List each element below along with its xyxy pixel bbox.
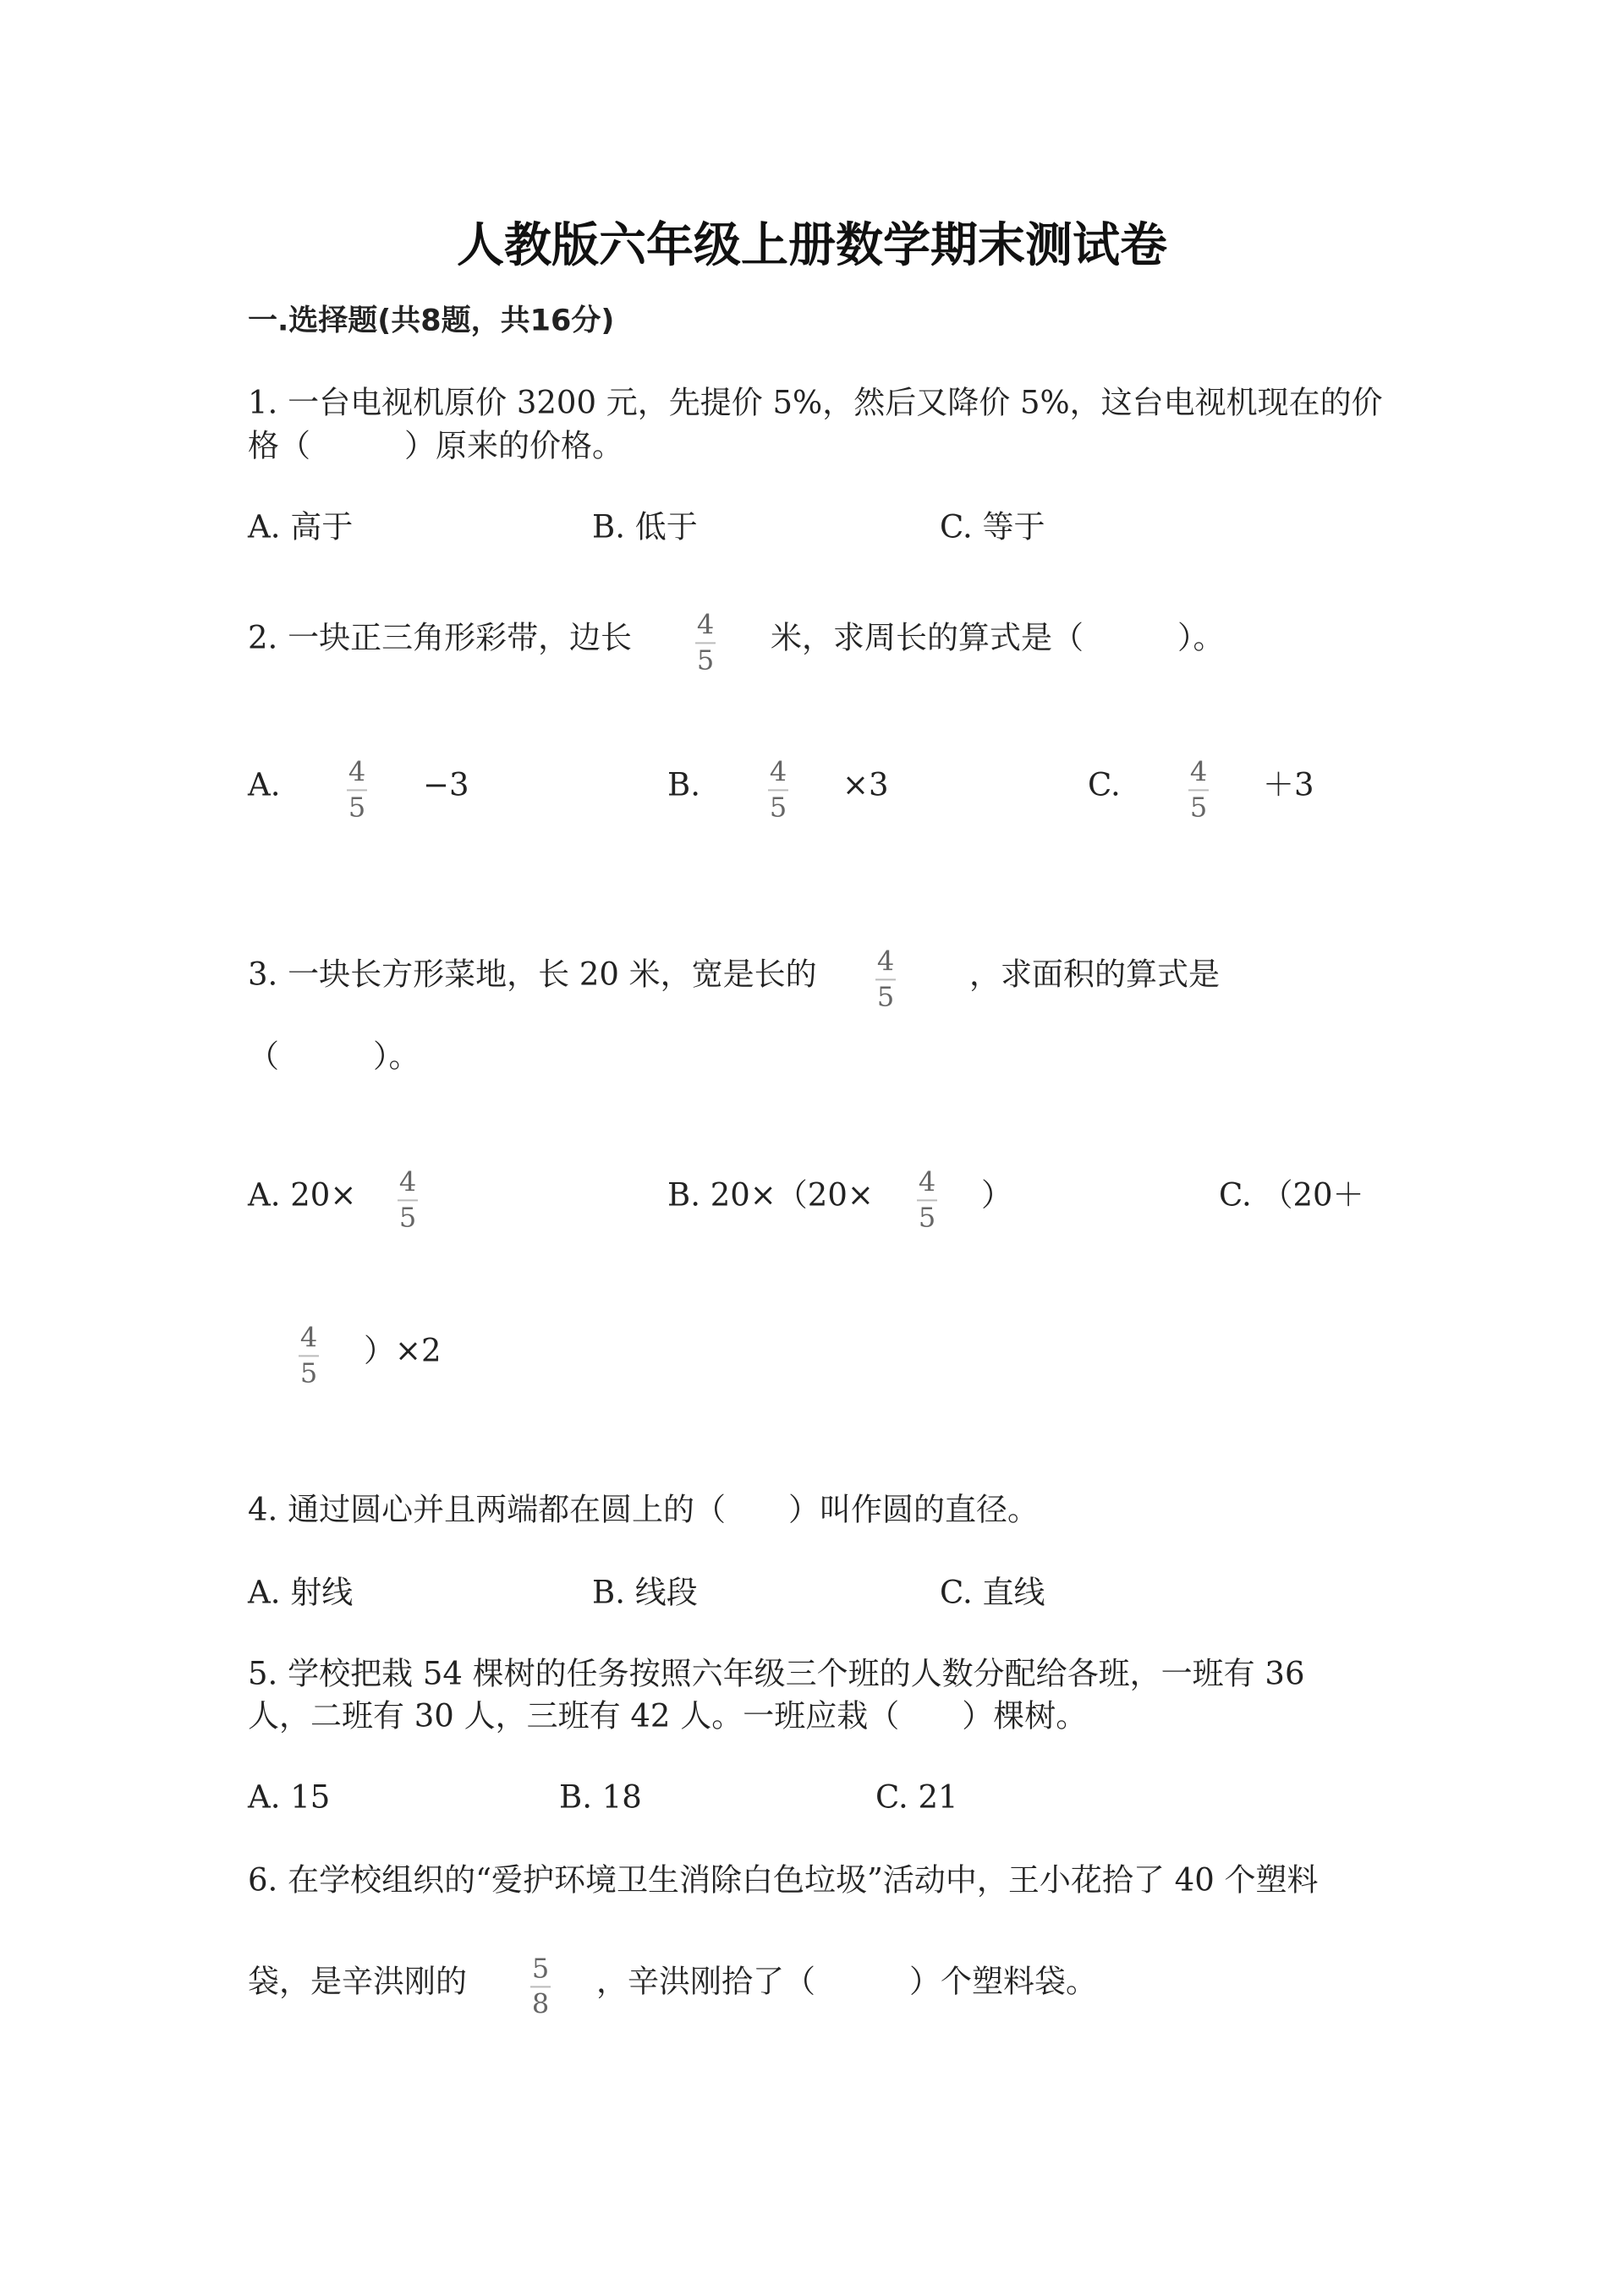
numerator: 4 — [876, 945, 895, 978]
fraction — [875, 947, 896, 1011]
q4-option-c[interactable]: C. 直线 — [940, 1574, 1045, 1611]
q3-option-b[interactable]: B. 20×（20× — [667, 1176, 874, 1214]
q1-option-a[interactable]: A. 高于 — [248, 508, 354, 545]
q2-option-b-expr: ×3 — [842, 766, 889, 803]
numerator: 4 — [769, 755, 787, 788]
fraction — [398, 1165, 418, 1233]
fraction — [299, 1323, 319, 1387]
denominator: 8 — [531, 1987, 550, 2019]
numerator: 4 — [398, 1165, 417, 1198]
question-2-text-cont: 米，求周长的算式是（ ）。 — [771, 619, 1225, 656]
q2-option-a-expr: −3 — [423, 766, 469, 803]
q5-option-b[interactable]: B. 18 — [559, 1778, 642, 1816]
question-1-text: 1. 一台电视机原价 3200 元，先提价 5%，然后又降价 5%，这台电视机现在的价 — [248, 384, 1383, 421]
denominator: 5 — [918, 1201, 936, 1233]
denominator: 5 — [696, 644, 715, 676]
q2-option-c-label[interactable]: C. — [1088, 766, 1121, 803]
denominator: 5 — [769, 791, 787, 823]
q3-option-c[interactable]: C. （20＋ — [1219, 1176, 1364, 1214]
question-3-blank: （ ）。 — [248, 1038, 420, 1075]
numerator: 4 — [348, 755, 366, 788]
question-1-text-cont: 格（ ）原来的价格。 — [248, 427, 623, 464]
numerator: 4 — [918, 1165, 936, 1198]
q3-option-b-close: ） — [981, 1176, 1012, 1214]
question-5-text: 5. 学校把栽 54 棵树的任务按照六年级三个班的人数分配给各班，一班有 36 — [248, 1655, 1305, 1692]
q3-option-c-close: ）×2 — [364, 1332, 442, 1369]
fraction — [1188, 755, 1209, 823]
denominator: 5 — [348, 791, 366, 823]
numerator: 4 — [696, 608, 715, 641]
question-6-text-cont: 袋，是辛洪刚的 — [248, 1963, 467, 2000]
question-4-text: 4. 通过圆心并且两端都在圆上的（ ）叫作圆的直径。 — [248, 1491, 1040, 1528]
q2-option-b-label[interactable]: B. — [667, 766, 700, 803]
fraction — [347, 755, 367, 823]
question-6-text: 6. 在学校组织的“爱护环境卫生消除白色垃圾”活动中，王小花拾了 40 个塑料 — [248, 1861, 1319, 1899]
page-title: 人教版六年级上册数学期末测试卷 — [457, 218, 1167, 273]
denominator: 5 — [398, 1201, 417, 1233]
question-3-text: 3. 一块长方形菜地，长 20 米，宽是长的 — [248, 956, 817, 993]
denominator: 5 — [876, 980, 895, 1012]
fraction — [917, 1165, 937, 1233]
question-3-text-cont: ，求面积的算式是 — [969, 956, 1220, 993]
denominator: 5 — [1189, 791, 1208, 823]
q4-option-b[interactable]: B. 线段 — [592, 1574, 698, 1611]
fraction — [695, 608, 716, 676]
question-5-text-cont: 人，二班有 30 人，三班有 42 人。一班应栽（ ）棵树。 — [248, 1697, 1088, 1734]
question-2-text: 2. 一块正三角形彩带，边长 — [248, 619, 633, 656]
q2-option-a-label[interactable]: A. — [248, 766, 281, 803]
numerator: 4 — [1189, 755, 1208, 788]
q3-option-a[interactable]: A. 20× — [248, 1176, 357, 1214]
section-heading: 一.选择题(共8题，共16分) — [248, 304, 615, 338]
q4-option-a[interactable]: A. 射线 — [248, 1574, 354, 1611]
q1-option-c[interactable]: C. 等于 — [940, 508, 1045, 545]
denominator: 5 — [299, 1356, 318, 1389]
fraction — [768, 755, 788, 823]
q1-option-b[interactable]: B. 低于 — [592, 508, 698, 545]
q2-option-c-expr: ＋3 — [1263, 766, 1314, 803]
numerator: 4 — [299, 1321, 318, 1354]
q5-option-c[interactable]: C. 21 — [875, 1778, 958, 1816]
q5-option-a[interactable]: A. 15 — [248, 1778, 331, 1816]
numerator: 5 — [531, 1952, 550, 1985]
fraction — [530, 1954, 551, 2018]
question-6-text-end: ，辛洪刚拾了（ ）个塑料袋。 — [596, 1963, 1097, 2000]
